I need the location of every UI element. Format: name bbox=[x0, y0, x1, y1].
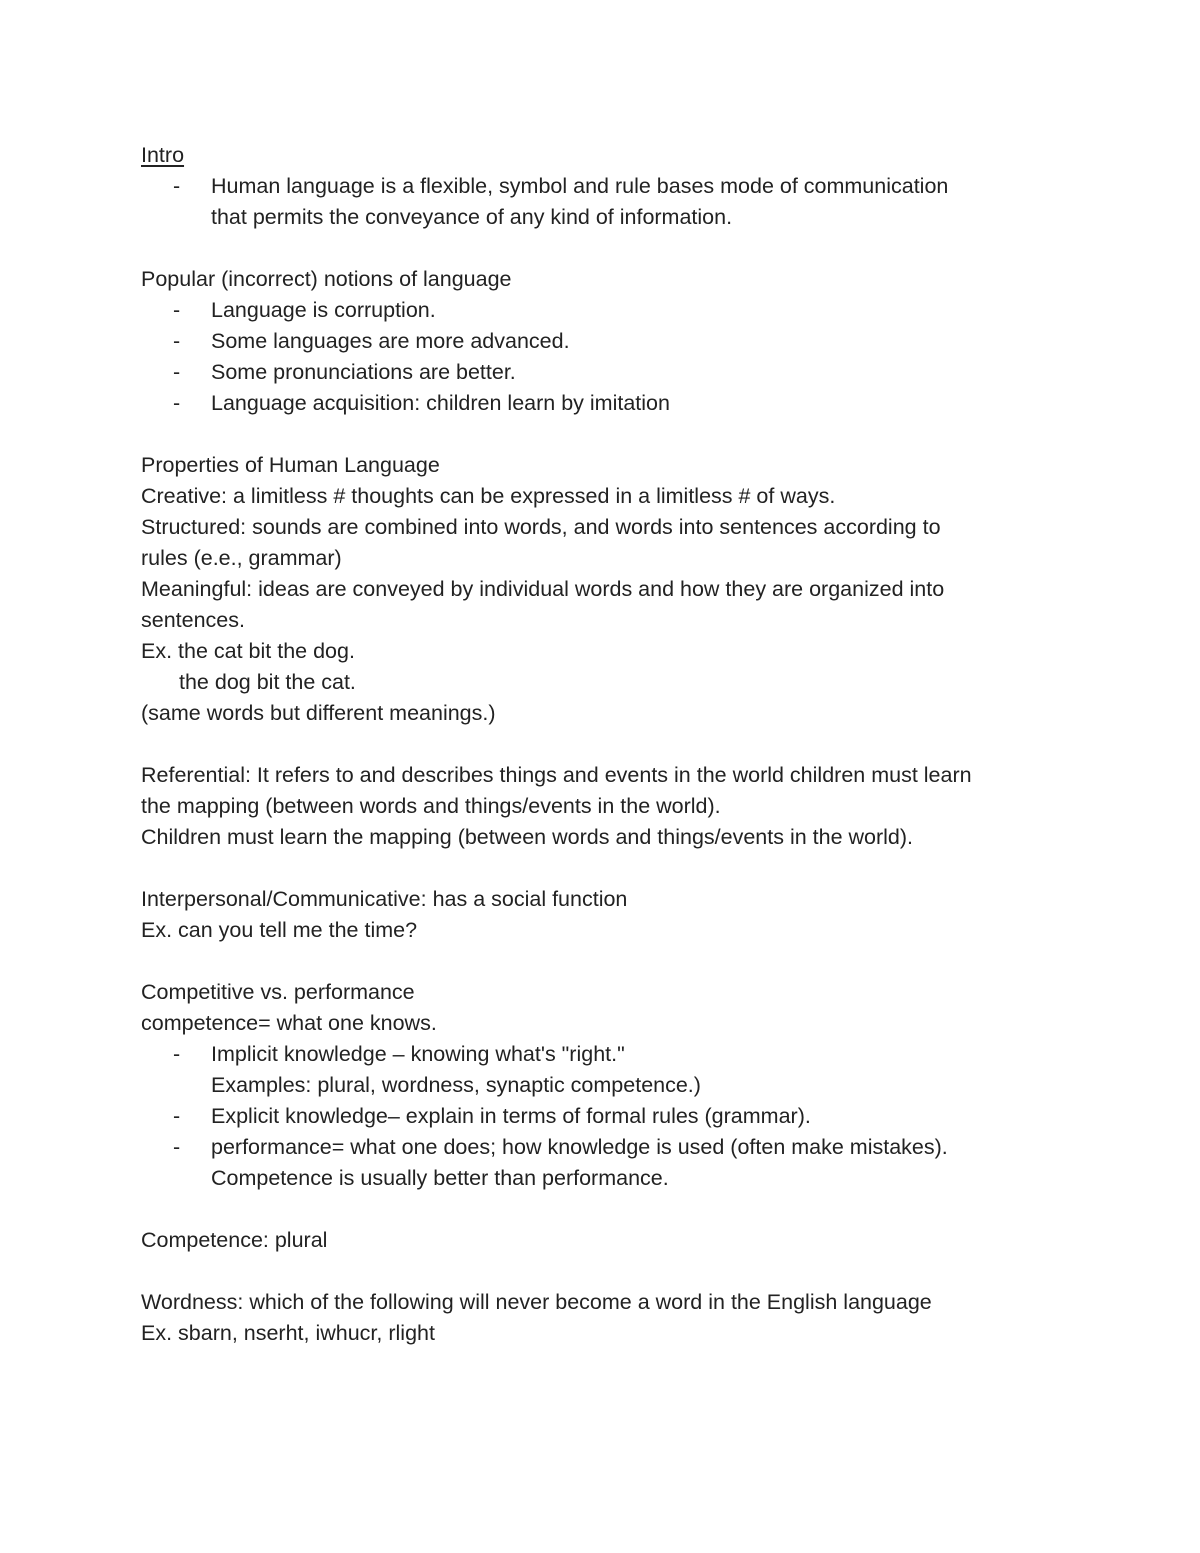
creative-line: Creative: a limitless # thoughts can be expressed in a limitless # of ways. bbox=[141, 484, 836, 508]
document-page bbox=[141, 140, 1071, 1349]
bullet-dash: - bbox=[173, 298, 181, 322]
list-item bbox=[141, 388, 1071, 419]
referential-line: Referential: It refers to and describes things and events in the world children must learn bbox=[141, 763, 972, 787]
meaningful-line-cont: sentences. bbox=[141, 608, 245, 632]
bullet-dash: - bbox=[173, 329, 181, 353]
list-item-text: Language acquisition: children learn by imitation bbox=[211, 391, 670, 415]
meaningful-line: Meaningful: ideas are conveyed by individual words and how they are organized into bbox=[141, 577, 945, 601]
example-note: (same words but different meanings.) bbox=[141, 701, 496, 725]
list-item-text: Some pronunciations are better. bbox=[211, 360, 516, 384]
structured-line-cont: rules (e.e., grammar) bbox=[141, 546, 342, 570]
list-item-text: Language is corruption. bbox=[211, 298, 436, 322]
list-item-text: performance= what one does; how knowledge is used (often make mistakes). bbox=[211, 1135, 948, 1159]
list-item-text: Some languages are more advanced. bbox=[211, 329, 570, 353]
spacer bbox=[141, 729, 1071, 760]
spacer bbox=[141, 1256, 1071, 1287]
spacer bbox=[141, 233, 1071, 264]
intro-bullet-continuation: that permits the conveyance of any kind of information. bbox=[211, 205, 733, 229]
competence-definition: competence= what one knows. bbox=[141, 1011, 437, 1035]
wordness-line: Wordness: which of the following will never become a word in the English language bbox=[141, 1290, 932, 1314]
spacer bbox=[141, 1194, 1071, 1225]
spacer bbox=[141, 946, 1071, 977]
interpersonal-line: Interpersonal/Communicative: has a social function bbox=[141, 887, 628, 911]
plural-line: Competence: plural bbox=[141, 1228, 328, 1252]
list-item bbox=[141, 1039, 1071, 1070]
notions-heading: Popular (incorrect) notions of language bbox=[141, 267, 512, 291]
referential-line-cont: the mapping (between words and things/events in the world). bbox=[141, 794, 721, 818]
list-item bbox=[141, 1132, 1071, 1163]
interpersonal-example: Ex. can you tell me the time? bbox=[141, 918, 418, 942]
list-item-text: Explicit knowledge– explain in terms of formal rules (grammar). bbox=[211, 1104, 811, 1128]
spacer bbox=[141, 853, 1071, 884]
list-item bbox=[141, 326, 1071, 357]
competence-heading: Competitive vs. performance bbox=[141, 980, 415, 1004]
spacer bbox=[141, 419, 1071, 450]
referential-line-3: Children must learn the mapping (between words and things/events in the world). bbox=[141, 825, 914, 849]
list-item bbox=[141, 295, 1071, 326]
bullet-dash: - bbox=[173, 174, 181, 198]
example-line-2: the dog bit the cat. bbox=[179, 670, 356, 694]
list-item bbox=[141, 1101, 1071, 1132]
wordness-example: Ex. sbarn, nserht, iwhucr, rlight bbox=[141, 1321, 435, 1345]
intro-bullet-text: Human language is a flexible, symbol and rule bases mode of communication bbox=[211, 174, 949, 198]
list-item-continuation: Examples: plural, wordness, synaptic competence.) bbox=[211, 1073, 701, 1097]
list-item bbox=[141, 357, 1071, 388]
list-item-text: Implicit knowledge – knowing what's "right." bbox=[211, 1042, 625, 1066]
example-line: Ex. the cat bit the dog. bbox=[141, 639, 355, 663]
structured-line: Structured: sounds are combined into words, and words into sentences according to bbox=[141, 515, 941, 539]
bullet-dash: - bbox=[173, 1042, 181, 1066]
bullet-dash: - bbox=[173, 391, 181, 415]
bullet-dash: - bbox=[173, 360, 181, 384]
list-item-continuation: Competence is usually better than performance. bbox=[211, 1166, 669, 1190]
properties-heading: Properties of Human Language bbox=[141, 453, 440, 477]
bullet-dash: - bbox=[173, 1135, 181, 1159]
bullet-dash: - bbox=[173, 1104, 181, 1128]
intro-bullet bbox=[141, 171, 1071, 202]
intro-heading: Intro bbox=[141, 143, 185, 167]
